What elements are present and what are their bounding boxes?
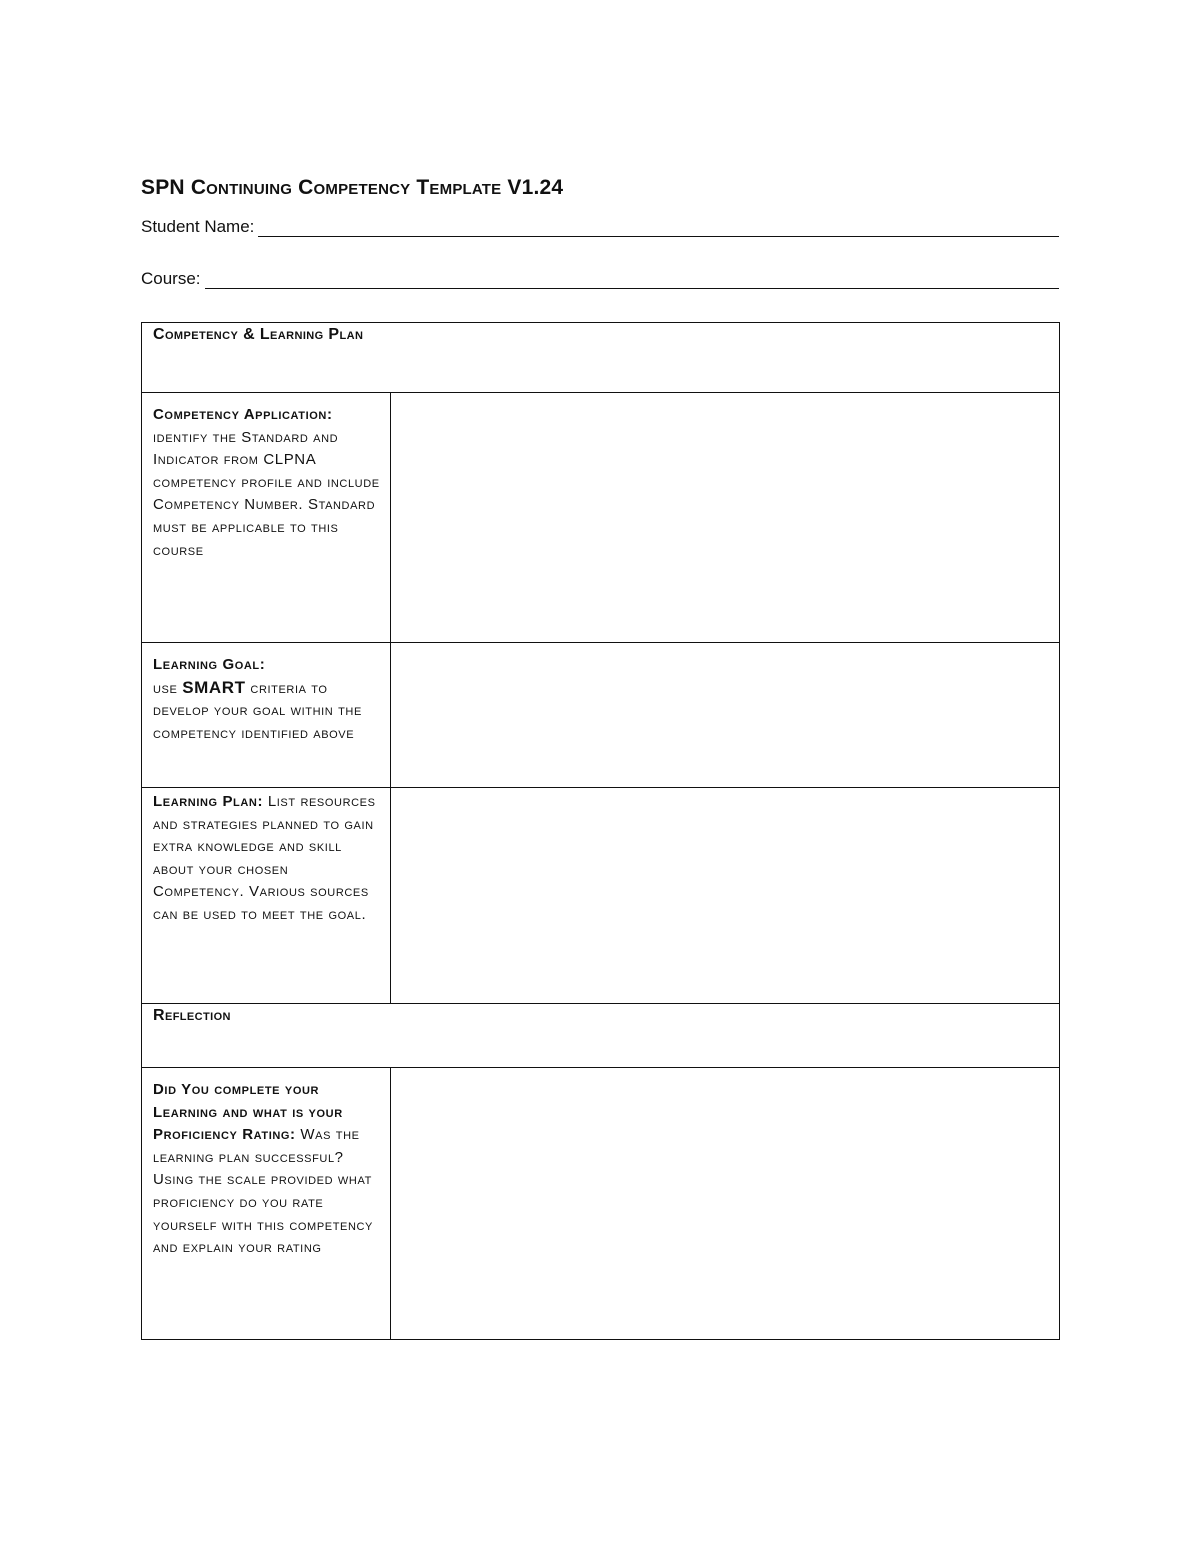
- course-label: Course:: [141, 269, 201, 288]
- proficiency-response[interactable]: [391, 1068, 1060, 1340]
- table-row: [142, 393, 1060, 643]
- table-row: [142, 788, 1060, 1004]
- proficiency-label: [142, 1068, 391, 1340]
- learning-plan-heading: Learning Plan:: [153, 793, 264, 810]
- section-heading-competency: [142, 323, 1060, 393]
- section-reflection-text: Reflection: [153, 1007, 231, 1024]
- learning-goal-text-after: criteria to develop your goal within the competency identified above: [153, 679, 362, 742]
- table-row: [142, 643, 1060, 788]
- competency-application-heading: Competency Application:: [153, 406, 333, 423]
- competency-plan-table: [141, 322, 1060, 1340]
- learning-goal-label: [142, 643, 391, 788]
- competency-application-text: identify the Standard and Indicator from CLPNA competency profile and include Competency Number. Standard must be applicable to this course: [153, 428, 380, 559]
- section-competency-text: Competency & Learning Plan: [153, 326, 364, 343]
- student-name-field: [141, 216, 1059, 237]
- learning-goal-text-before: use: [153, 679, 183, 697]
- learning-plan-response[interactable]: [391, 788, 1060, 1004]
- document-title: SPN Continuing Competency Template V1.24: [141, 176, 564, 199]
- course-line[interactable]: [205, 268, 1059, 289]
- course-field: [141, 268, 1059, 289]
- learning-goal-heading: Learning Goal:: [153, 656, 266, 673]
- proficiency-heading: Did You complete your Learning and what is your Proficiency Rating:: [153, 1081, 343, 1144]
- learning-plan-label: [142, 788, 391, 1004]
- learning-goal-response[interactable]: [391, 643, 1060, 788]
- learning-plan-text: List resources and strategies planned to gain extra knowledge and skill about your chosen Competency. Various sources can be used to meet the goal.: [153, 793, 376, 923]
- section-row-reflection: [142, 1004, 1060, 1068]
- section-row-competency: [142, 323, 1060, 393]
- smart-emphasis: SMART: [182, 677, 246, 697]
- competency-application-label: [142, 393, 391, 643]
- student-name-line[interactable]: [258, 216, 1059, 237]
- section-heading-reflection: [142, 1004, 1060, 1068]
- student-name-label: Student Name:: [141, 217, 255, 236]
- competency-application-response[interactable]: [391, 393, 1060, 643]
- proficiency-text: Was the learning plan successful? Using the scale provided what proficiency do you rate yourself with this competency and explain your rating: [153, 1126, 373, 1257]
- table-row: [142, 1068, 1060, 1340]
